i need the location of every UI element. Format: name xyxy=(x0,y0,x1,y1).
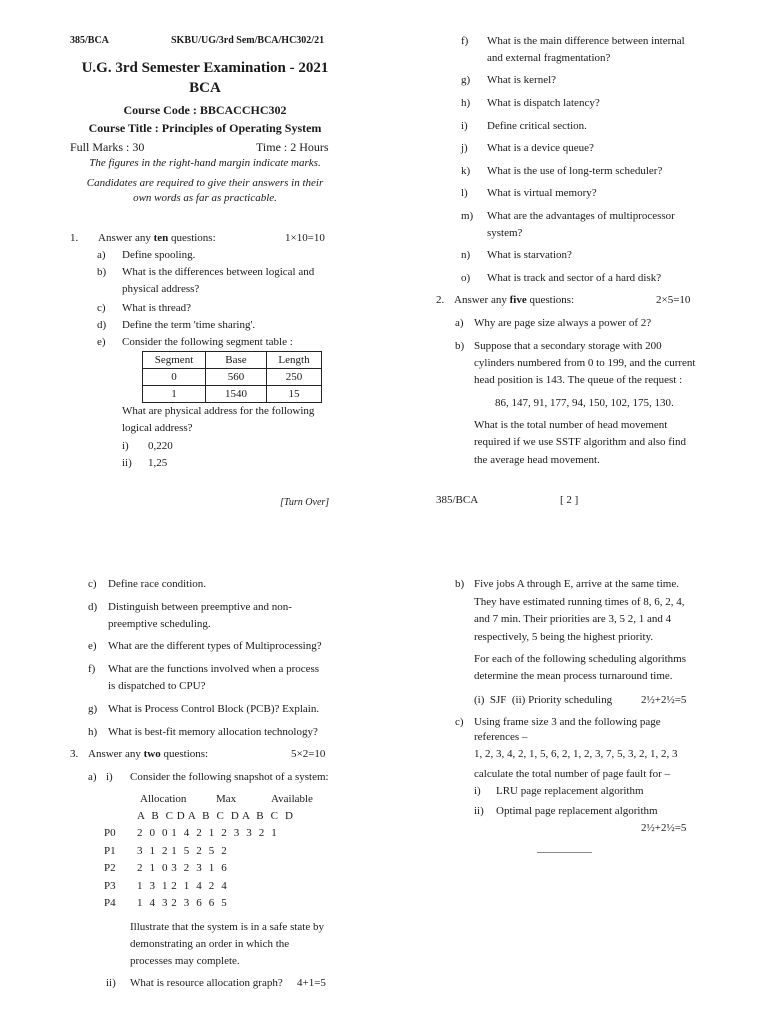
item-label: d) xyxy=(88,601,98,613)
q3a-ii-text: What is resource allocation graph? xyxy=(130,977,283,989)
q3c-marks: 2½+2½=5 xyxy=(641,822,687,834)
item-text: What is a device queue? xyxy=(487,142,594,154)
marks-note: The figures in the right-hand margin indicate marks. xyxy=(89,157,321,169)
page-number: [ 2 ] xyxy=(560,494,579,506)
illustrate-line: demonstrating an order in which the xyxy=(130,938,290,950)
q3b-line: respectively, 5 being the highest priority. xyxy=(474,631,654,643)
table-header-cell: Length xyxy=(267,352,322,369)
q2b-tail: the average head movement. xyxy=(474,454,600,466)
item-label: d) xyxy=(97,319,107,331)
process-label: P0 xyxy=(104,827,116,839)
illustrate-line: Illustrate that the system is in a safe state by xyxy=(130,921,324,933)
q3b-algorithms: (i) SJF (ii) Priority scheduling xyxy=(474,694,613,706)
table-row: 3 1 2 1 5 2 5 2 xyxy=(137,845,228,857)
turn-over-note: [Turn Over] xyxy=(280,497,330,508)
q2b-line: head position is 143. The queue of the request : xyxy=(474,374,683,386)
table-header-cell: Base xyxy=(206,352,267,369)
item-label: k) xyxy=(461,165,471,177)
table-cell: 0 xyxy=(143,369,206,386)
group-header-max: Max xyxy=(216,793,237,805)
q3a-ii-label: ii) xyxy=(106,977,116,989)
q3a-label: a) xyxy=(88,771,97,783)
instruction-line-1: Candidates are required to give their answers in their xyxy=(86,177,324,189)
course-title: Course Title : Principles of Operating System xyxy=(88,121,322,135)
item-text: Define the term 'time sharing'. xyxy=(122,319,256,331)
item-text: What is the use of long-term scheduler? xyxy=(487,165,663,177)
table-question-line-1: What are physical address for the following xyxy=(122,405,315,417)
item-text: system? xyxy=(487,227,523,239)
sub-item-label: i) xyxy=(474,785,481,797)
q2-number: 2. xyxy=(436,294,445,306)
full-marks: Full Marks : 30 xyxy=(70,140,145,154)
q3c-line: Using frame size 3 and the following page xyxy=(474,716,661,728)
item-label: f) xyxy=(461,35,469,47)
sub-item-label: ii) xyxy=(122,457,132,469)
sub-item-text: 0,220 xyxy=(148,440,173,452)
item-label: g) xyxy=(88,703,98,715)
table-row: 1 3 1 2 1 4 2 4 xyxy=(137,880,228,892)
header-ref: SKBU/UG/3rd Sem/BCA/HC302/21 xyxy=(171,35,325,46)
q1-marks: 1×10=10 xyxy=(285,232,325,244)
process-label: P2 xyxy=(104,862,116,874)
q3a-i-text: Consider the following snapshot of a system: xyxy=(130,771,329,783)
q2-heading: Answer any five questions: xyxy=(454,294,575,306)
q3-number: 3. xyxy=(70,748,79,760)
q3b-line: They have estimated running times of 8, 6, 2, 4, xyxy=(474,596,685,608)
item-label: h) xyxy=(461,97,471,109)
q2b-tail: What is the total number of head movement xyxy=(474,419,668,431)
sub-item-label: ii) xyxy=(474,805,484,817)
table-cell: 15 xyxy=(267,386,322,403)
q3a-ii-marks: 4+1=5 xyxy=(297,977,326,989)
item-label: c) xyxy=(97,302,106,314)
q2a-text: Why are page size always a power of 2? xyxy=(474,317,652,329)
sub-item-text: 1,25 xyxy=(148,457,168,469)
process-label: P1 xyxy=(104,845,116,857)
q3b-line: For each of the following scheduling algorithms xyxy=(474,653,687,665)
item-label: e) xyxy=(97,336,106,348)
table-cell: 1 xyxy=(143,386,206,403)
process-label: P4 xyxy=(104,897,116,909)
q3a-i-label: i) xyxy=(106,771,113,783)
item-label: g) xyxy=(461,74,471,86)
item-text: What is thread? xyxy=(122,302,192,314)
segment-table xyxy=(142,351,322,403)
item-text: physical address? xyxy=(122,283,200,295)
q3c-label: c) xyxy=(455,716,464,728)
item-text: What is starvation? xyxy=(487,249,572,261)
item-label: f) xyxy=(88,663,96,675)
table-cell: 1540 xyxy=(206,386,267,403)
item-text: Distinguish between preemptive and non- xyxy=(108,601,292,613)
item-text: Consider the following segment table : xyxy=(122,336,293,348)
table-header-row xyxy=(143,352,322,369)
process-label: P3 xyxy=(104,880,116,892)
q3-marks: 5×2=10 xyxy=(291,748,326,760)
item-text: What is virtual memory? xyxy=(487,187,597,199)
item-label: j) xyxy=(461,142,468,154)
column-letters: A B C D A B C D A B C D xyxy=(137,810,294,822)
q3b-line: and 7 min. Their priorities are 3, 5 2, 1 and 4 xyxy=(474,613,672,625)
q3b-line: Five jobs A through E, arrive at the same time. xyxy=(474,578,679,590)
item-label: m) xyxy=(461,210,474,222)
q3b-line: determine the mean process turnaround time. xyxy=(474,670,673,682)
item-text: is dispatched to CPU? xyxy=(108,680,206,692)
item-text: What are the functions involved when a process xyxy=(108,663,320,675)
q3c-calc: calculate the total number of page fault for – xyxy=(474,768,671,780)
request-queue: 86, 147, 91, 177, 94, 150, 102, 175, 130. xyxy=(495,397,674,409)
table-row xyxy=(143,386,322,403)
item-label: n) xyxy=(461,249,471,261)
program-title: BCA xyxy=(189,80,221,96)
item-text: What is best-fit memory allocation technology? xyxy=(108,726,318,738)
item-text: What are the different types of Multiprocessing? xyxy=(108,640,322,652)
illustrate-line: processes may complete. xyxy=(130,955,240,967)
item-text: Define critical section. xyxy=(487,120,587,132)
q3b-label: b) xyxy=(455,578,465,590)
instruction-line-2: own words as far as practicable. xyxy=(133,192,277,204)
item-text: Define race condition. xyxy=(108,578,207,590)
item-text: Define spooling. xyxy=(122,249,196,261)
item-label: c) xyxy=(88,578,97,590)
q2b-line: Suppose that a secondary storage with 200 xyxy=(474,340,662,352)
table-cell: 560 xyxy=(206,369,267,386)
sub-item-label: i) xyxy=(122,440,129,452)
item-text: and external fragmentation? xyxy=(487,52,611,64)
item-text: What is track and sector of a hard disk? xyxy=(487,272,662,284)
q1-heading: Answer any ten questions: xyxy=(98,232,216,244)
table-row: 2 1 0 3 2 3 1 6 xyxy=(137,862,228,874)
item-label: l) xyxy=(461,187,468,199)
table-row: 1 4 3 2 3 6 6 5 xyxy=(137,897,228,909)
q2b-line: cylinders numbered from 0 to 199, and the current xyxy=(474,357,696,369)
item-label: h) xyxy=(88,726,98,738)
sub-item-text: LRU page replacement algorithm xyxy=(496,785,644,797)
course-code: Course Code : BBCACCHC302 xyxy=(123,103,287,117)
q3c-line: references – xyxy=(474,731,528,743)
item-label: a) xyxy=(97,249,106,261)
item-label: e) xyxy=(88,640,97,652)
q2b-label: b) xyxy=(455,340,465,352)
item-label: i) xyxy=(461,120,468,132)
exam-title: U.G. 3rd Semester Examination - 2021 xyxy=(81,60,329,76)
item-text: What is the main difference between internal xyxy=(487,35,685,47)
table-row: 2 0 0 1 4 2 1 2 3 3 2 1 xyxy=(137,827,278,839)
item-text: What are the advantages of multiprocessor xyxy=(487,210,675,222)
table-question-line-2: logical address? xyxy=(122,422,193,434)
item-text: What is Process Control Block (PCB)? Explain. xyxy=(108,703,320,715)
item-text: What is the differences between logical and xyxy=(122,266,315,278)
group-header-allocation: Allocation xyxy=(140,793,187,805)
group-header-available: Available xyxy=(271,793,313,805)
header-code: 385/BCA xyxy=(70,35,109,46)
item-label: o) xyxy=(461,272,471,284)
item-text: What is dispatch latency? xyxy=(487,97,600,109)
item-text: preemptive scheduling. xyxy=(108,618,211,630)
q2a-label: a) xyxy=(455,317,464,329)
q3b-marks: 2½+2½=5 xyxy=(641,694,687,706)
q2b-tail: required if we use SSTF algorithm and also find xyxy=(474,436,687,448)
q2-marks: 2×5=10 xyxy=(656,294,691,306)
table-cell: 250 xyxy=(267,369,322,386)
q3-heading: Answer any two questions: xyxy=(88,748,209,760)
item-label: b) xyxy=(97,266,107,278)
table-row xyxy=(143,369,322,386)
end-rule: __________ xyxy=(537,842,592,854)
q1-number: 1. xyxy=(70,232,79,244)
exam-time: Time : 2 Hours xyxy=(256,140,329,154)
item-text: What is kernel? xyxy=(487,74,557,86)
footer-code: 385/BCA xyxy=(436,494,479,506)
sub-item-text: Optimal page replacement algorithm xyxy=(496,805,658,817)
page-references: 1, 2, 3, 4, 2, 1, 5, 6, 2, 1, 2, 3, 7, 5, 3, 2, 1, 2, 3 xyxy=(474,748,678,760)
table-header-cell: Segment xyxy=(143,352,206,369)
